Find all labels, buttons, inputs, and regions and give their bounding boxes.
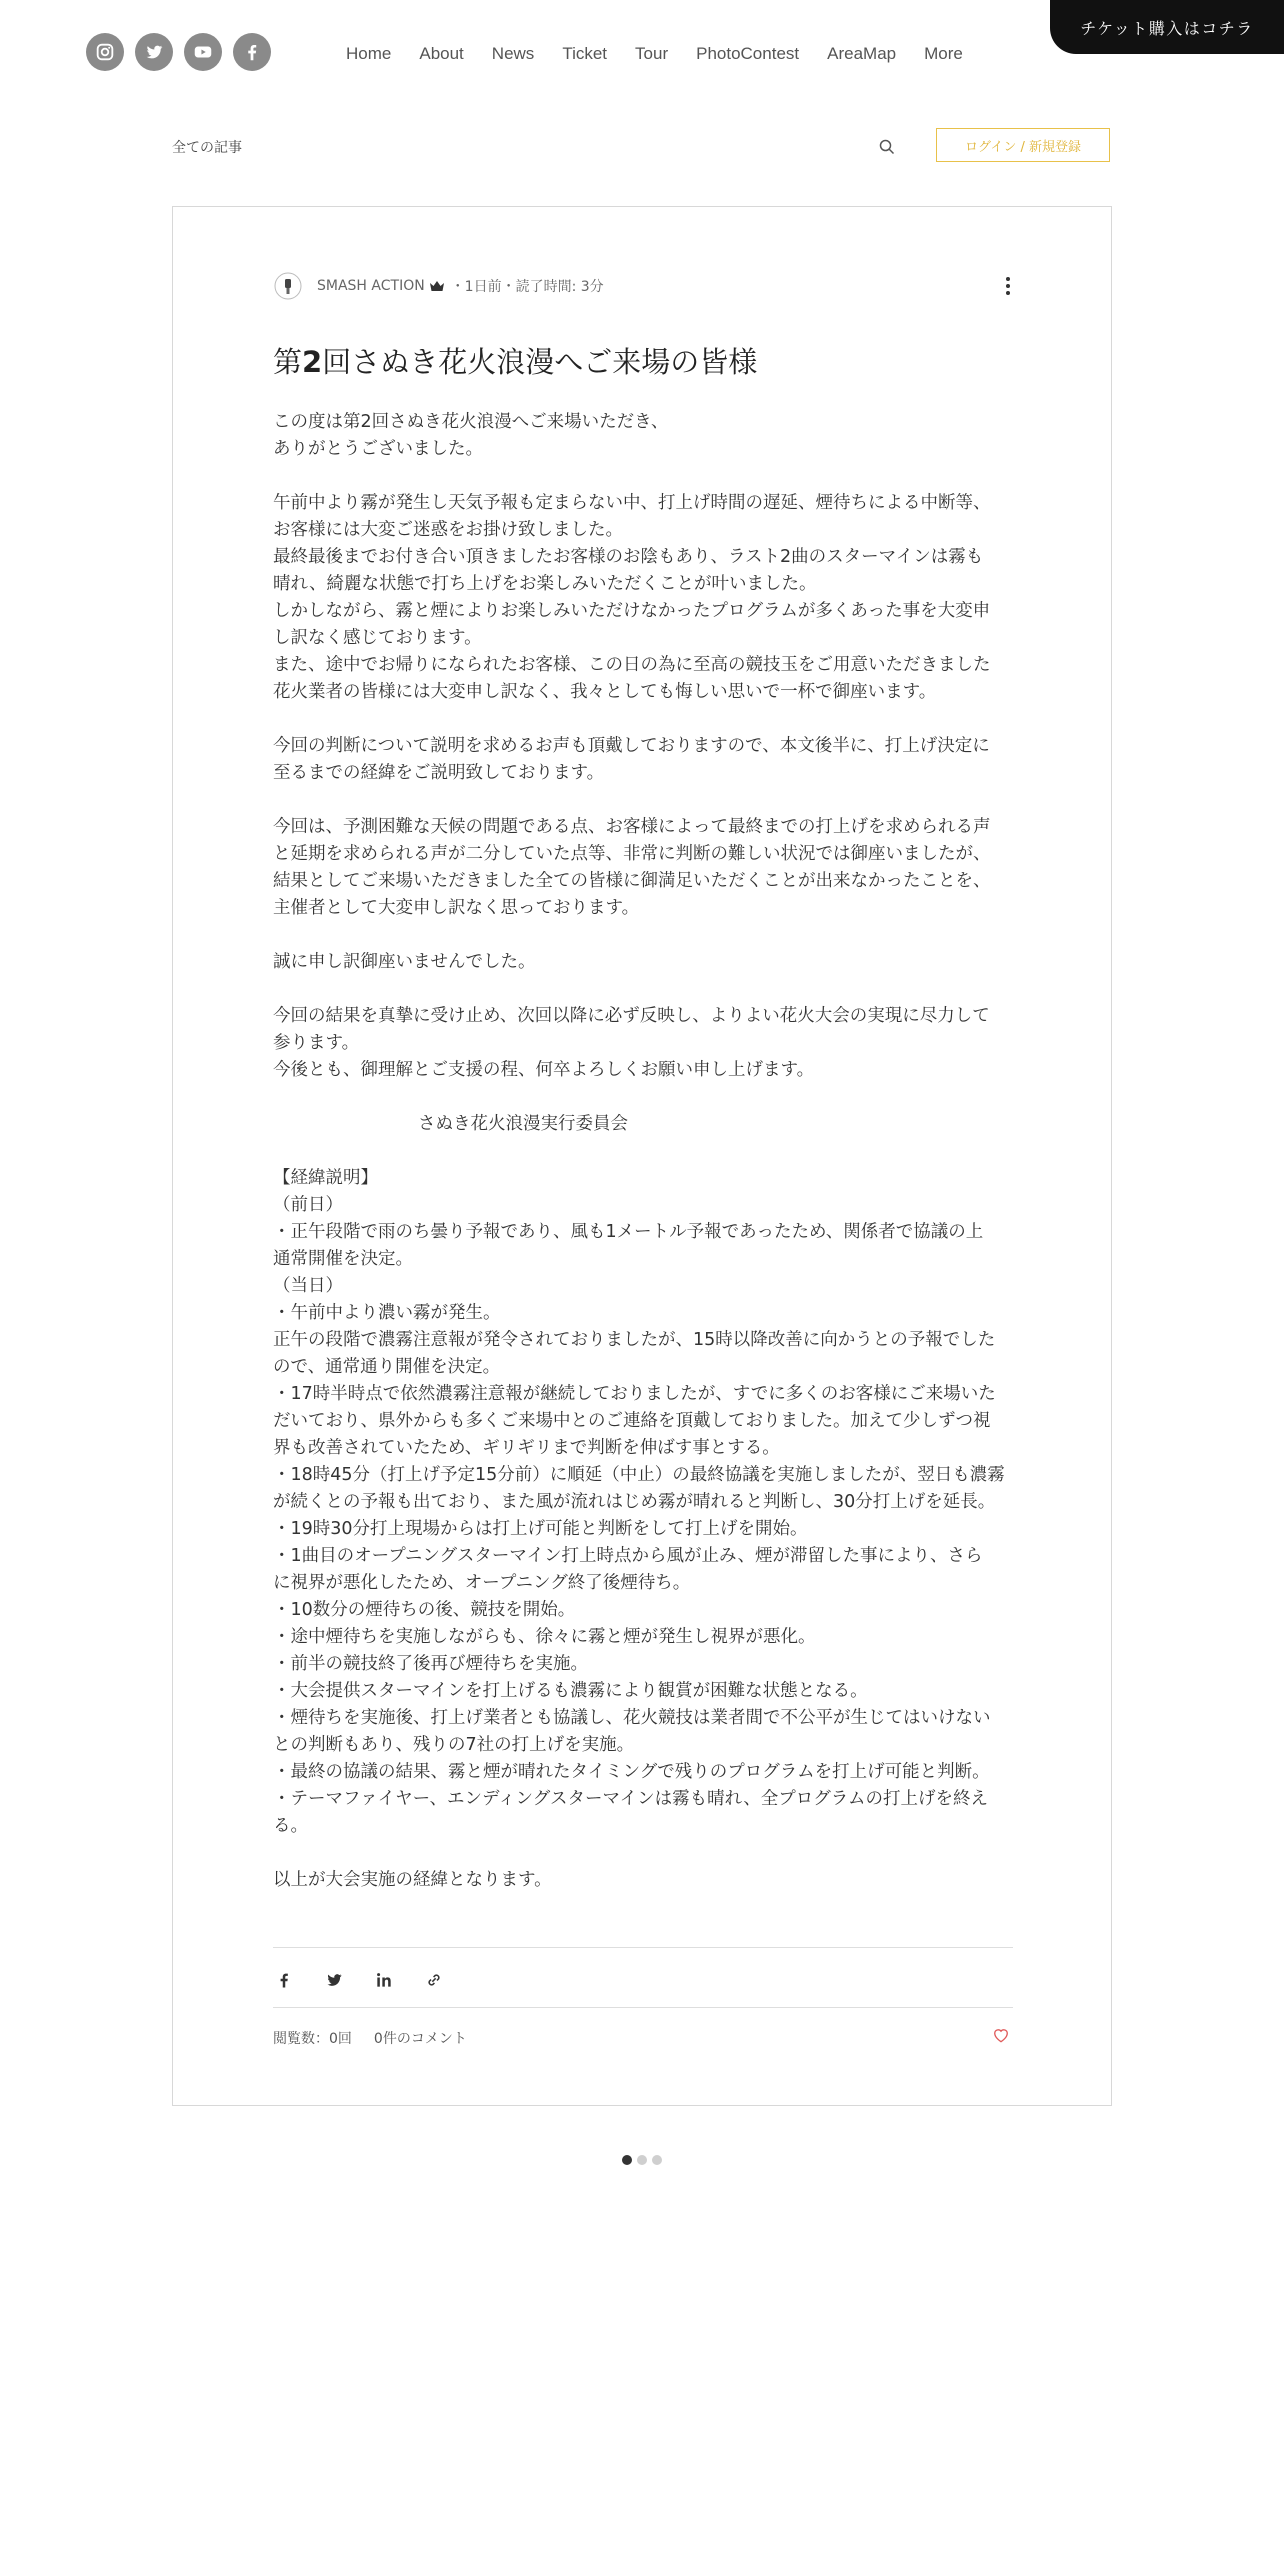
instagram-icon[interactable] (86, 33, 124, 71)
body-line: ・途中煙待ちを実施しながらも、徐々に霧と煙が発生し視界が悪化。 (273, 1627, 816, 1647)
body-line: （当日） (273, 1276, 343, 1296)
body-line: 今回の結果を真摯に受け止め、次回以降に必ず反映し、よりよい花火大会の実現に尽力して (273, 1006, 990, 1026)
nav-news[interactable]: News (491, 44, 535, 63)
body-line: 今回の判断について説明を求めるお声も頂戴しておりますので、本文後半に、打上げ決定に (273, 736, 990, 756)
page-dot-1[interactable] (622, 2155, 632, 2165)
body-line: 参ります。 (273, 1033, 360, 1053)
share-linkedin-icon[interactable] (373, 1969, 395, 1991)
paragraph-gap (273, 463, 1013, 490)
body-line: ・17時半時点で依然濃霧注意報が継続しておりましたが、すでに多くのお客様にご来場いた (273, 1384, 996, 1404)
body-line: お客様には大変ご迷惑をお掛け致しました。 (273, 520, 623, 540)
paragraph-gap (273, 1840, 1013, 1867)
login-signup-button[interactable]: ログイン / 新規登録 (936, 128, 1110, 162)
title-suffix: 回さぬき花火浪漫へご来場の皆様 (322, 345, 758, 379)
body-line: 以上が大会実施の経緯となります。 (273, 1870, 552, 1890)
twitter-icon[interactable] (135, 33, 173, 71)
body-line: （前日） (273, 1195, 343, 1215)
pagination-dots (622, 2155, 662, 2165)
body-line: 誠に申し訳御座いませんでした。 (273, 952, 536, 972)
share-facebook-icon[interactable] (273, 1969, 295, 1991)
body-line: 正午の段階で濃霧注意報が発令されておりましたが、15時以降改善に向かうとの予報でした (273, 1330, 996, 1350)
body-line: ・大会提供スターマインを打上げるも濃霧により観賞が困難な状態となる。 (273, 1681, 868, 1701)
body-line: 主催者として大変申し訳なく思っております。 (273, 898, 640, 918)
facebook-icon[interactable] (233, 33, 271, 71)
nav-tour[interactable]: Tour (635, 44, 669, 63)
body-line: また、途中でお帰りになられたお客様、この日の為に至高の競技玉をご用意いただきました (273, 655, 991, 675)
body-line: し訳なく感じております。 (273, 628, 482, 648)
body-line: ・1曲目のオープニングスターマイン打上時点から風が止み、煙が滞留した事により、さら (273, 1546, 983, 1566)
body-line: 通常開催を決定。 (273, 1249, 413, 1269)
body-line: だいており、県外からも多くご来場中とのご連絡を頂戴しておりました。加えて少しずつ視 (273, 1411, 991, 1431)
nav-ticket[interactable]: Ticket (562, 44, 608, 63)
body-line: ・午前中より濃い霧が発生。 (273, 1303, 501, 1323)
body-line: ・19時30分打上現場からは打上げ可能と判断をして打上げを開始。 (273, 1519, 808, 1539)
social-links (86, 33, 271, 71)
nav-about[interactable]: About (419, 44, 464, 63)
divider-top (273, 1947, 1013, 1948)
body-line: 界も改善されていたため、ギリギリまで判断を伸ばす事とする。 (273, 1438, 780, 1458)
body-line: ・最終の協議の結果、霧と煙が晴れたタイミングで残りのプログラムを打上げ可能と判断。 (273, 1762, 990, 1782)
nav-more[interactable]: More (924, 44, 963, 63)
body-line: 晴れ、綺麗な状態で打ち上げをお楽しみいただくことが叶いました。 (273, 574, 817, 594)
paragraph-gap (273, 922, 1013, 949)
body-line: 花火業者の皆様には大変申し訳なく、我々としても悔しい思いで一杯で御座います。 (273, 682, 937, 702)
paragraph-gap (273, 1084, 1013, 1111)
divider-bottom (273, 2007, 1013, 2008)
body-line: ・18時45分（打上げ予定15分前）に順延（中止）の最終協議を実施しましたが、翌日も濃霧 (273, 1465, 1005, 1485)
page-dot-2[interactable] (637, 2155, 647, 2165)
body-line: この度は第2回さぬき花火浪漫へご来場いただき、 (273, 412, 669, 432)
post-title (273, 340, 757, 381)
body-line: 最終最後までお付き合い頂きましたお客様のお陰もあり、ラスト2曲のスターマインは霧も (273, 547, 984, 567)
comment-count[interactable]: 0件のコメント (373, 2031, 467, 2047)
body-line: との判断もあり、残りの7社の打上げを実施。 (273, 1735, 635, 1755)
avatar-logo-icon (273, 271, 303, 301)
paragraph-gap (273, 787, 1013, 814)
view-count: 閲覧数：0回 (273, 2031, 352, 2047)
share-bar (273, 1969, 445, 1991)
title-number: 2 (302, 345, 323, 379)
nav-photocontest[interactable]: PhotoContest (696, 44, 800, 63)
post-body (273, 409, 1013, 1894)
body-line: 午前中より霧が発生し天気予報も定まらない中、打上げ時間の遅延、煙待ちによる中断等、 (273, 493, 991, 513)
ticket-purchase-button[interactable]: チケット購入はコチラ (1050, 0, 1284, 54)
main-nav (346, 44, 991, 64)
body-line: 今回は、予測困難な天候の問題である点、お客様によって最終までの打上げを求められる声 (273, 817, 991, 837)
body-line: 至るまでの経緯をご説明致しております。 (273, 763, 605, 783)
share-link-icon[interactable] (423, 1969, 445, 1991)
more-actions-icon[interactable] (1005, 275, 1011, 297)
body-line: ・10数分の煙待ちの後、競技を開始。 (273, 1600, 576, 1620)
like-heart-icon[interactable] (991, 2025, 1011, 2045)
body-line: ・正午段階で雨のち曇り予報であり、風も1メートル予報であったため、関係者で協議の上 (273, 1222, 984, 1242)
post-stats (273, 2028, 467, 2048)
post-time: ・1日前・読了時間: 3分 (450, 279, 604, 295)
body-line: ・煙待ちを実施後、打上げ業者とも協議し、花火競技は業者間で不公平が生じてはいけない (273, 1708, 991, 1728)
author-name[interactable]: SMASH ACTION (317, 278, 425, 294)
youtube-icon[interactable] (184, 33, 222, 71)
nav-home[interactable]: Home (346, 44, 392, 63)
all-posts-link[interactable]: 全ての記事 (172, 140, 242, 156)
paragraph-gap (273, 1138, 1013, 1165)
body-line: 今後とも、御理解とご支援の程、何卒よろしくお願い申し上げます。 (273, 1060, 815, 1080)
post-meta (273, 271, 604, 301)
page-dot-3[interactable] (652, 2155, 662, 2165)
share-twitter-icon[interactable] (323, 1969, 345, 1991)
paragraph-gap (273, 976, 1013, 1003)
body-line: しかしながら、霧と煙によりお楽しみいただけなかったプログラムが多くあった事を大変申 (273, 601, 991, 621)
body-line: が続くとの予報も出ており、また風が流れはじめ霧が晴れると判断し、30分打上げを延長。 (273, 1492, 996, 1512)
body-line: 結果としてご来場いただきました全ての皆様に御満足いただくことが出来なかったことを、 (273, 871, 991, 891)
body-line: ので、通常通り開催を決定。 (273, 1357, 501, 1377)
body-line: さぬき花火浪漫実行委員会 (418, 1114, 628, 1134)
title-prefix: 第 (273, 345, 303, 379)
body-line: と延期を求められる声が二分していた点等、非常に判断の難しい状況では御座いましたが、 (273, 844, 991, 864)
paragraph-gap (273, 706, 1013, 733)
meta-text (317, 276, 604, 296)
body-line: ・テーマファイヤー、エンディングスターマインは霧も晴れ、全プログラムの打上げを終え (273, 1789, 989, 1809)
body-line: る。 (273, 1816, 308, 1836)
body-line: に視界が悪化したため、オープニング終了後煙待ち。 (273, 1573, 691, 1593)
search-icon[interactable] (878, 138, 896, 156)
body-line: ・前半の競技終了後再び煙待ちを実施。 (273, 1654, 588, 1674)
author-avatar[interactable] (273, 271, 303, 301)
body-line: ありがとうございました。 (273, 439, 483, 459)
post-card (172, 206, 1112, 2106)
nav-areamap[interactable]: AreaMap (827, 44, 897, 63)
body-line: 【経緯説明】 (273, 1168, 378, 1188)
admin-crown-icon (429, 280, 445, 292)
